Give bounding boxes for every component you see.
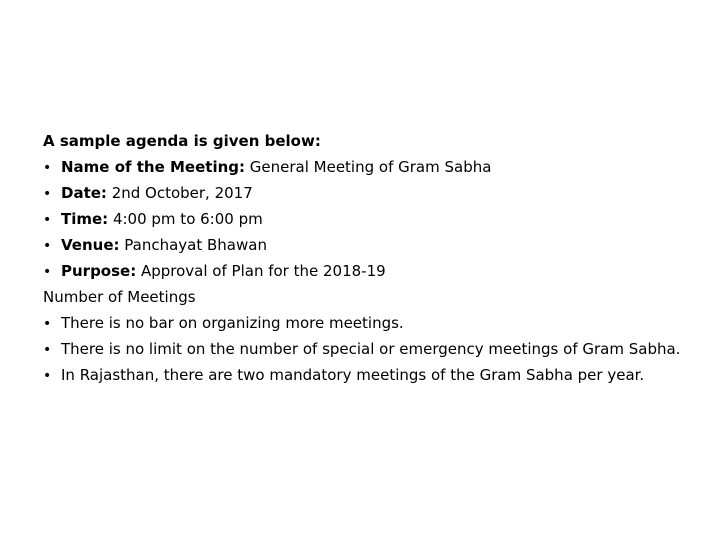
bullet-icon: •	[43, 264, 52, 280]
agenda-label: Venue:	[61, 236, 120, 254]
agenda-label: Purpose:	[61, 262, 137, 280]
bullet-icon: •	[43, 238, 52, 254]
agenda-value: 4:00 pm to 6:00 pm	[108, 210, 263, 228]
slide-content	[43, 128, 703, 388]
bullet-icon: •	[43, 160, 52, 176]
meetings-item	[43, 362, 703, 388]
agenda-value: General Meeting of Gram Sabha	[245, 158, 492, 176]
agenda-label: Time:	[61, 210, 109, 228]
meetings-heading: Number of Meetings	[43, 288, 196, 306]
bullet-icon: •	[43, 342, 52, 358]
agenda-label: Name of the Meeting:	[61, 158, 245, 176]
agenda-value: Panchayat Bhawan	[119, 236, 267, 254]
agenda-item	[43, 180, 703, 206]
meetings-item	[43, 336, 703, 362]
bullet-icon: •	[43, 186, 52, 202]
agenda-item	[43, 154, 703, 180]
agenda-item	[43, 206, 703, 232]
agenda-value: Approval of Plan for the 2018-19	[136, 262, 386, 280]
agenda-intro: A sample agenda is given below:	[43, 132, 321, 150]
meetings-item	[43, 310, 703, 336]
bullet-icon: •	[43, 368, 52, 384]
meetings-text: There is no bar on organizing more meetings.	[61, 314, 404, 332]
bullet-icon: •	[43, 316, 52, 332]
agenda-item	[43, 232, 703, 258]
meetings-text: There is no limit on the number of special or emergency meetings of Gram Sabha.	[61, 340, 681, 358]
meetings-text: In Rajasthan, there are two mandatory meetings of the Gram Sabha per year.	[61, 366, 645, 384]
agenda-label: Date:	[61, 184, 107, 202]
bullet-icon: •	[43, 212, 52, 228]
agenda-item	[43, 258, 703, 284]
agenda-value: 2nd October, 2017	[106, 184, 253, 202]
